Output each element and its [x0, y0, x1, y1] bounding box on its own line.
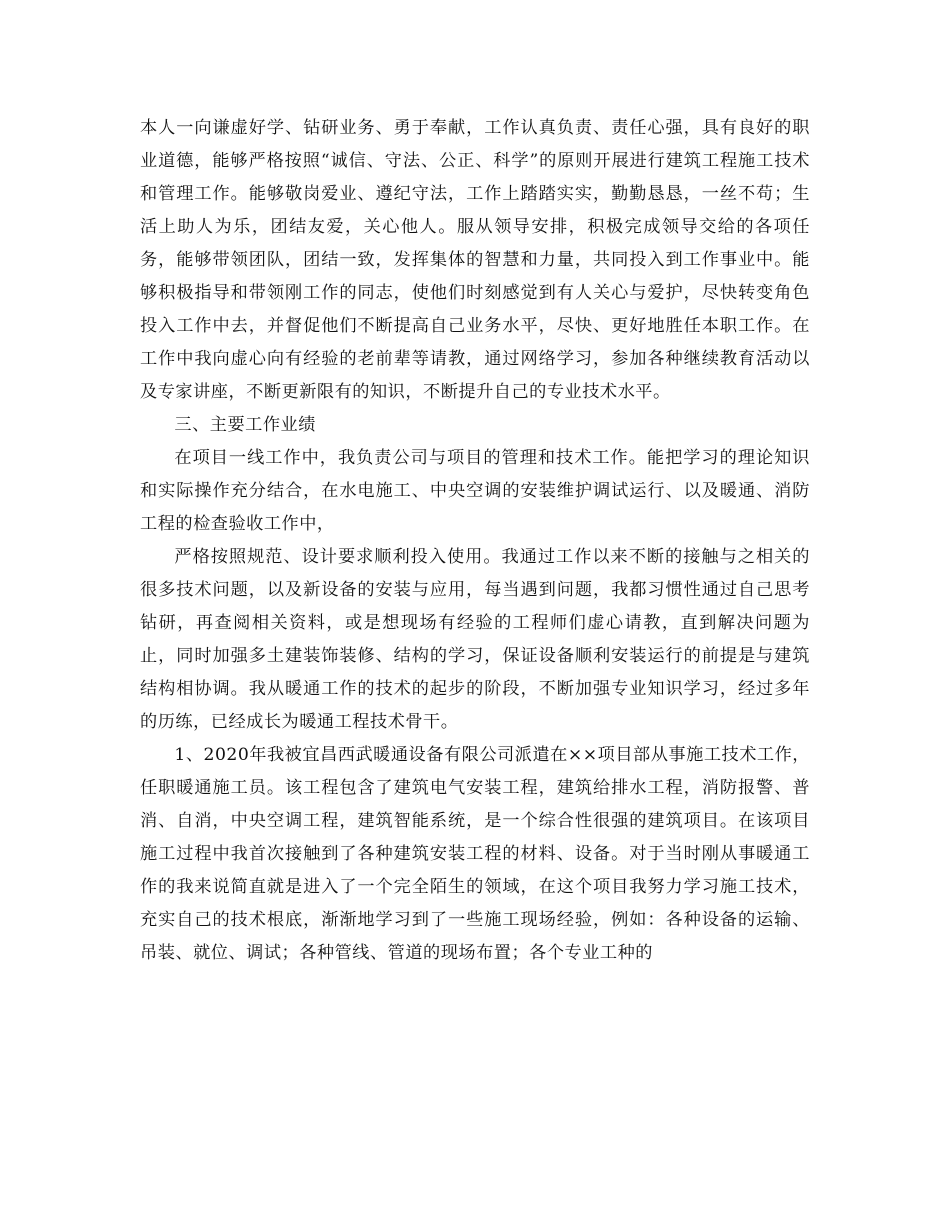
paragraph-technical-growth: 严格按照规范、设计要求顺利投入使用。我通过工作以来不断的接触与之相关的很多技术问题，以及新设备的安装与应用，每当遇到问题，我都习惯性通过自己思考钻研，再查阅相关资料，或是想现场有经验的工程师们虚心请教，直到解决问题为止，同时加强多土建装饰装修、结构的学习，保证设备顺利安装运行的前提是与建筑结构相协调。我从暖通工作的技术的起步的阶段，不断加强专业知识学习，经过多年的历练，已经成长为暖通工程技术骨干。 — [140, 547, 810, 732]
paragraph-frontline-work: 在项目一线工作中，我负责公司与项目的管理和技术工作。能把学习的理论知识和实际操作充分结合，在水电施工、中央空调的安装维护调试运行、以及暖通、消防工程的检查验收工作中， — [140, 448, 810, 534]
paragraph-professional-ethics: 本人一向谦虚好学、钻研业务、勇于奉献，工作认真负责、责任心强，具有良好的职业道德，能够严格按照“诚信、守法、公正、科学”的原则开展进行建筑工程施工技术和管理工作。能够敬岗爱业、遵纪守法，工作上踏踏实实，勤勤恳恳，一丝不苟；生活上助人为乐，团结友爱，关心他人。服从领导安排，积极完成领导交给的各项任务，能够带领团队，团结一致，发挥集体的智慧和力量，共同投入到工作事业中。能够积极指导和带领刚工作的同志，使他们时刻感觉到有人关心与爱护，尽快转变角色投入工作中去，并督促他们不断提高自己业务水平，尽快、更好地胜任本职工作。在工作中我向虚心向有经验的老前辈等请教，通过网络学习，参加各种继续教育活动以及专家讲座，不断更新限有的知识，不断提升自己的专业技术水平。 — [140, 118, 810, 402]
paragraph-project-2020: 1、2020年我被宜昌西武暖通设备有限公司派遣在××项目部从事施工技术工作，任职暖通施工员。该工程包含了建筑电气安装工程，建筑给排水工程，消防报警、普消、自消，中央空调工程，建筑智能系统，是一个综合性很强的建筑项目。在该项目施工过程中我首次接触到了各种建筑安装工程的材料、设备。对于当时刚从事暖通工作的我来说简直就是进入了一个完全陌生的领域，在这个项目我努力学习施工技术，充实自己的技术根底，渐渐地学习到了一些施工现场经验，例如：各种设备的运输、吊装、就位、调试；各种管线、管道的现场布置；各个专业工种的 — [140, 745, 810, 963]
section-heading-main-achievements: 三、主要工作业绩 — [174, 415, 316, 435]
document-body — [140, 112, 810, 970]
